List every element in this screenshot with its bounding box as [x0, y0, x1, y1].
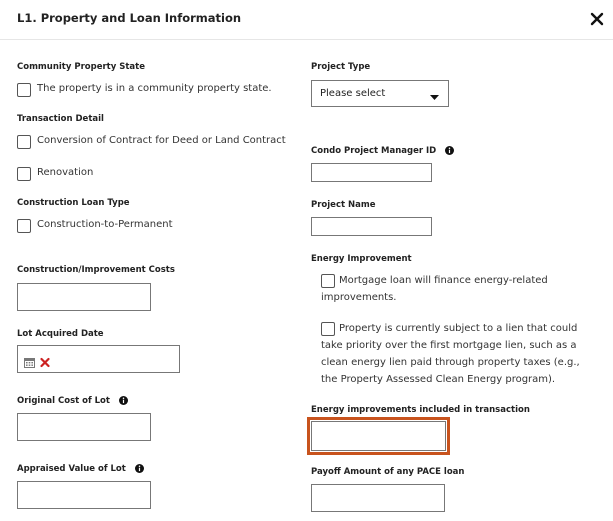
- community-property-checkbox-label: The property is in a community property state.: [37, 83, 272, 94]
- renovation-checkbox[interactable]: [17, 167, 31, 181]
- construction-to-permanent-checkbox[interactable]: [17, 219, 31, 233]
- renovation-label: Renovation: [37, 167, 94, 178]
- close-icon: [589, 11, 605, 27]
- conversion-contract-checkbox[interactable]: [17, 135, 31, 149]
- appraised-value-of-lot-label: [17, 464, 144, 474]
- dialog-title: L1. Property and Loan Information: [17, 11, 242, 25]
- condo-project-manager-id-label: [311, 146, 454, 156]
- project-type-selected-value: Please select: [320, 88, 386, 99]
- dialog-header: [0, 0, 613, 40]
- construction-to-permanent-label: Construction-to-Permanent: [37, 219, 173, 230]
- condo-project-manager-id-input[interactable]: [311, 163, 432, 182]
- construction-loan-type-label: Construction Loan Type: [17, 198, 130, 208]
- appraised-value-of-lot-text: Appraised Value of Lot: [17, 464, 126, 474]
- energy-lien-label: Property is currently subject to a lien that could take priority over the first mortgage lien, such as a clean energy lien paid through property taxes (e.g., the Property Assessed Clean Energy program).: [321, 323, 580, 385]
- community-property-checkbox[interactable]: [17, 83, 31, 97]
- condo-project-manager-id-text: Condo Project Manager ID: [311, 146, 437, 156]
- original-cost-of-lot-label: [17, 396, 128, 406]
- appraised-value-of-lot-input[interactable]: [17, 481, 151, 509]
- payoff-amount-pace-input[interactable]: [311, 484, 445, 512]
- project-name-input[interactable]: [311, 217, 432, 236]
- payoff-amount-pace-label: Payoff Amount of any PACE loan: [311, 467, 465, 477]
- renovation-checkbox-row[interactable]: [17, 167, 93, 181]
- lot-acquired-date-input[interactable]: [17, 345, 180, 373]
- construction-costs-label: Construction/Improvement Costs: [17, 265, 175, 275]
- original-cost-of-lot-text: Original Cost of Lot: [17, 396, 110, 406]
- energy-improvements-included-input[interactable]: [311, 421, 446, 451]
- original-cost-of-lot-input[interactable]: [17, 413, 151, 441]
- calendar-icon[interactable]: [24, 353, 35, 372]
- conversion-contract-label: Conversion of Contract for Deed or Land Contract: [37, 135, 286, 146]
- lot-acquired-date-label: Lot Acquired Date: [17, 329, 104, 339]
- construction-to-permanent-checkbox-row[interactable]: [17, 219, 173, 233]
- community-property-state-label: Community Property State: [17, 62, 145, 72]
- project-type-select[interactable]: [311, 80, 449, 107]
- energy-improvement-label: Energy Improvement: [311, 254, 412, 264]
- community-property-checkbox-row[interactable]: [17, 83, 272, 97]
- conversion-contract-checkbox-row[interactable]: [17, 135, 286, 149]
- close-button[interactable]: [589, 11, 605, 27]
- caret-down-icon: [430, 92, 439, 103]
- info-icon[interactable]: [445, 146, 454, 155]
- info-icon[interactable]: [135, 464, 144, 473]
- project-name-label: Project Name: [311, 200, 376, 210]
- construction-costs-input[interactable]: [17, 283, 151, 311]
- project-type-label: Project Type: [311, 62, 371, 72]
- transaction-detail-label: Transaction Detail: [17, 114, 104, 124]
- clear-x-icon[interactable]: [40, 353, 50, 372]
- info-icon[interactable]: [119, 396, 128, 405]
- energy-mortgage-label: Mortgage loan will finance energy-related improvements.: [321, 275, 548, 303]
- energy-improvements-included-label: Energy improvements included in transaction: [311, 405, 530, 415]
